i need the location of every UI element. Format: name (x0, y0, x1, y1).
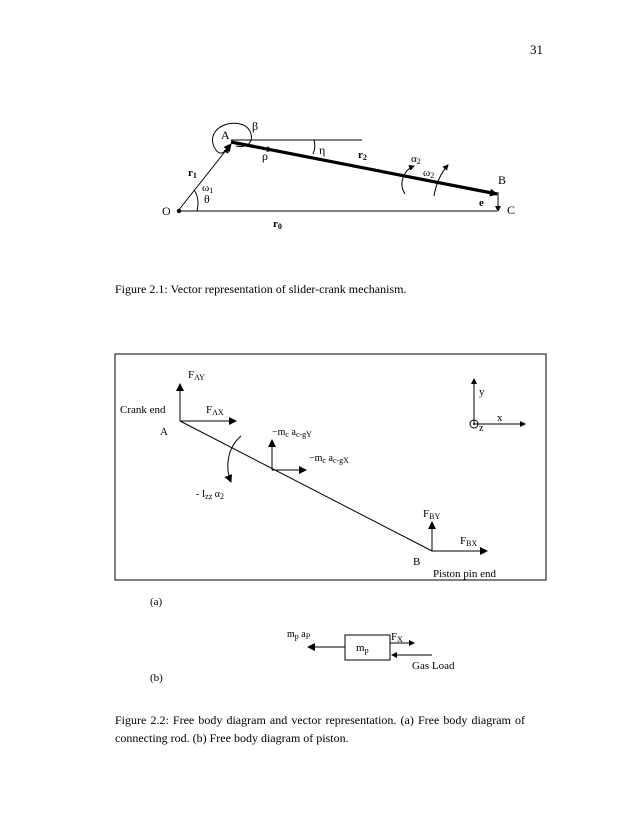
label-axis-z: z (479, 423, 484, 434)
label-alpha2: α2 (411, 153, 421, 166)
connecting-rod-line (180, 421, 432, 551)
eta-arc (313, 140, 315, 154)
alpha2-arrow (402, 166, 414, 194)
omega1-arc (194, 190, 198, 211)
label-axis-x: x (497, 412, 503, 424)
label-fax: FAX (206, 404, 224, 417)
label-fay: FAY (188, 369, 205, 382)
label-eta: η (319, 143, 326, 157)
label-omega2: ω2 (423, 167, 435, 180)
label-rho: ρ (262, 149, 268, 163)
label-b: B (498, 173, 507, 187)
label-part-a: (a) (150, 596, 163, 608)
pivot-o (177, 209, 181, 213)
label-gas-load: Gas Load (412, 660, 455, 672)
beta-curl (213, 123, 252, 153)
label-axis-y: y (479, 386, 485, 398)
label-r0: r0 (273, 218, 282, 231)
label-theta: θ (204, 192, 210, 206)
label-a: A (221, 128, 230, 142)
label-mp-ap: $m_p$ $a_P$ (287, 629, 311, 641)
figure2-caption: Figure 2.2: Free body diagram and vector representation. (a) Free body diagram of connecting rod. (b) Free body diagram of piston. (115, 713, 525, 745)
label-piston-pin-end: Piston pin end (433, 568, 496, 580)
label-mc-acgx: $-m_c$ $a_{c-gX}$ (309, 453, 349, 465)
label-r2: r2 (358, 149, 367, 162)
label-e: e (479, 197, 484, 209)
label-mc-acgy: $-m_c$ $a_{c-gY}$ (272, 427, 312, 439)
label-o: O (162, 204, 171, 218)
label-fby: FBY (423, 508, 441, 521)
label-fbx: FBX (460, 535, 478, 548)
label-piston-box: mp (356, 642, 369, 655)
label-fx: FX (391, 631, 403, 644)
label-crank-end: Crank end (120, 404, 166, 416)
label-r1: r1 (188, 167, 197, 180)
label-izz-alpha2: - $I_{zz}$ $\alpha_2$ (196, 489, 225, 501)
axis-z-dot (473, 423, 475, 425)
page-number: 31 (530, 42, 543, 57)
label-omega1: ω1 (202, 182, 214, 195)
label-beta: β (252, 119, 259, 133)
label-a-fbd: A (160, 426, 168, 438)
label-c: C (507, 203, 516, 217)
figure1-caption: Figure 2.1: Vector representation of slider-crank mechanism. (115, 282, 407, 296)
label-part-b: (b) (150, 672, 163, 684)
label-b-fbd: B (413, 556, 421, 568)
izz-alpha2-arrow (228, 436, 241, 482)
